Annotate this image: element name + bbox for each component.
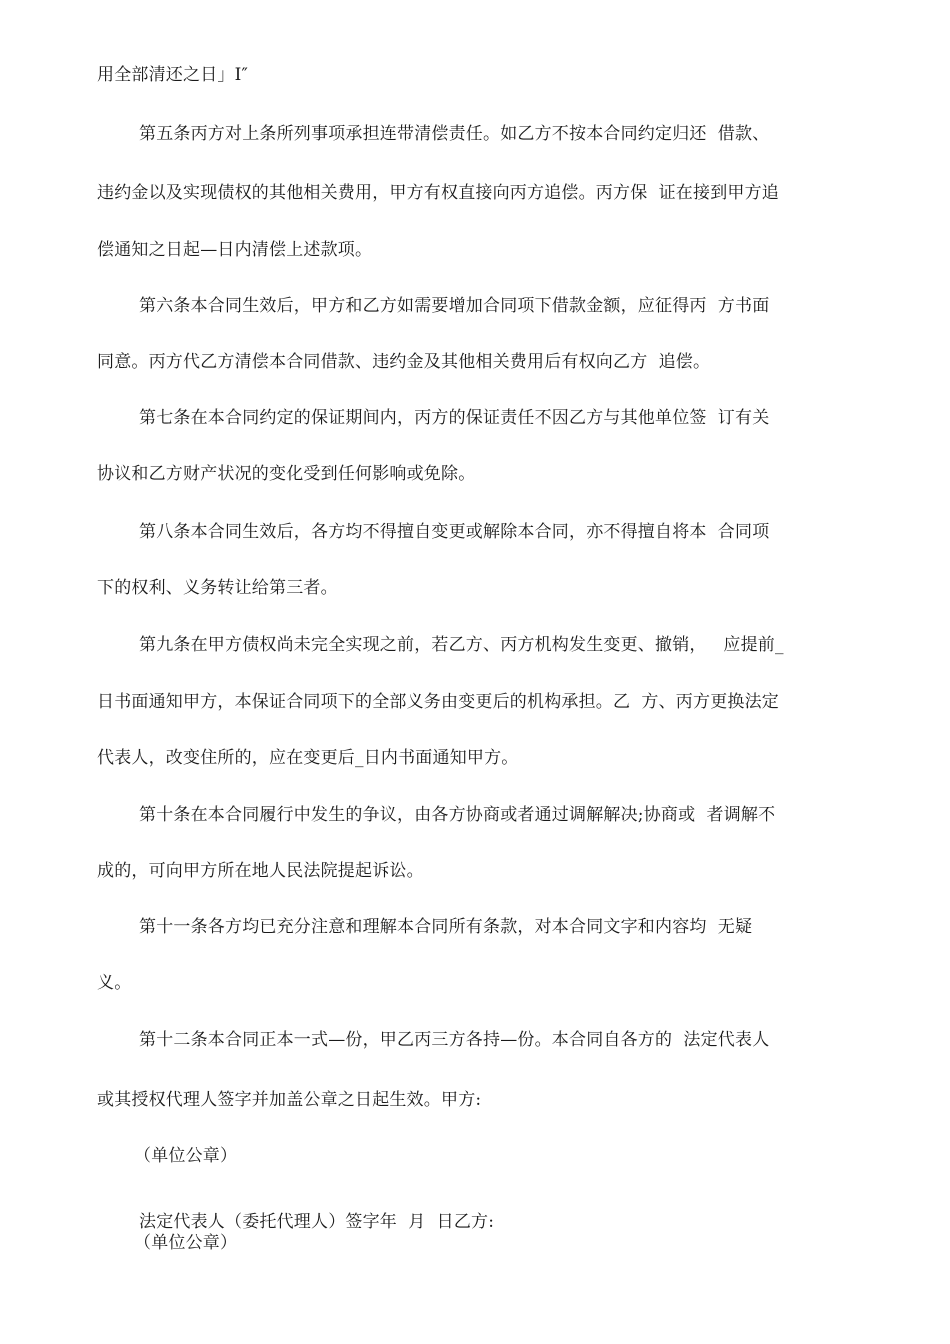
clause-5-line-1: 第五条丙方对上条所列事项承担连带清偿责任。如乙方不按本合同约定归还 借款、: [139, 124, 770, 144]
clause-10-line-1: 第十条在本合同履行中发生的争议，由各方协商或者通过调解解决;协商或 者调解不: [139, 805, 776, 825]
clause-11-line-2: 义。: [97, 973, 132, 993]
clause-9-line-1: 第九条在甲方债权尚未完全实现之前，若乙方、丙方机构发生变更、撤销， 应提前_: [139, 635, 784, 655]
seal-label-party-b: （单位公章）: [134, 1233, 238, 1253]
clause-6-line-2: 同意。丙方代乙方清偿本合同借款、违约金及其他相关费用后有权向乙方 追偿。: [97, 352, 711, 372]
clause-6-line-1: 第六条本合同生效后，甲方和乙方如需要增加合同项下借款金额，应征得丙 方书面: [139, 296, 770, 316]
seal-label-party-a: （单位公章）: [134, 1146, 238, 1166]
signature-line: 法定代表人（委托代理人）签字年 月 日乙方:: [139, 1212, 495, 1232]
clause-8-line-2: 下的权利、义务转让给第三者。: [97, 578, 338, 598]
clause-5-line-2: 违约金以及实现债权的其他相关费用，甲方有权直接向丙方追偿。丙方保 证在接到甲方追: [97, 183, 780, 203]
clause-5-line-3: 偿通知之日起—日内清偿上述款项。: [97, 240, 373, 260]
clause-9-line-2: 日书面通知甲方，本保证合同项下的全部义务由变更后的机构承担。乙 方、丙方更换法定: [97, 692, 780, 712]
clause-10-line-2: 成的，可向甲方所在地人民法院提起诉讼。: [97, 861, 424, 881]
clause-7-line-1: 第七条在本合同约定的保证期间内，丙方的保证责任不因乙方与其他单位签 订有关: [139, 408, 770, 428]
clause-8-line-1: 第八条本合同生效后，各方均不得擅自变更或解除本合同，亦不得擅自将本 合同项: [139, 522, 770, 542]
text-line: 用全部清还之日」I″: [97, 65, 249, 85]
clause-11-line-1: 第十一条各方均已充分注意和理解本合同所有条款，对本合同文字和内容均 无疑: [139, 917, 753, 937]
clause-7-line-2: 协议和乙方财产状况的变化受到任何影响或免除。: [97, 464, 476, 484]
clause-12-line-1: 第十二条本合同正本一式—份，甲乙丙三方各持—份。本合同自各方的 法定代表人: [139, 1030, 770, 1050]
clause-12-line-2: 或其授权代理人签字并加盖公章之日起生效。甲方:: [97, 1090, 482, 1110]
clause-9-line-3: 代表人，改变住所的，应在变更后_日内书面通知甲方。: [97, 748, 519, 768]
